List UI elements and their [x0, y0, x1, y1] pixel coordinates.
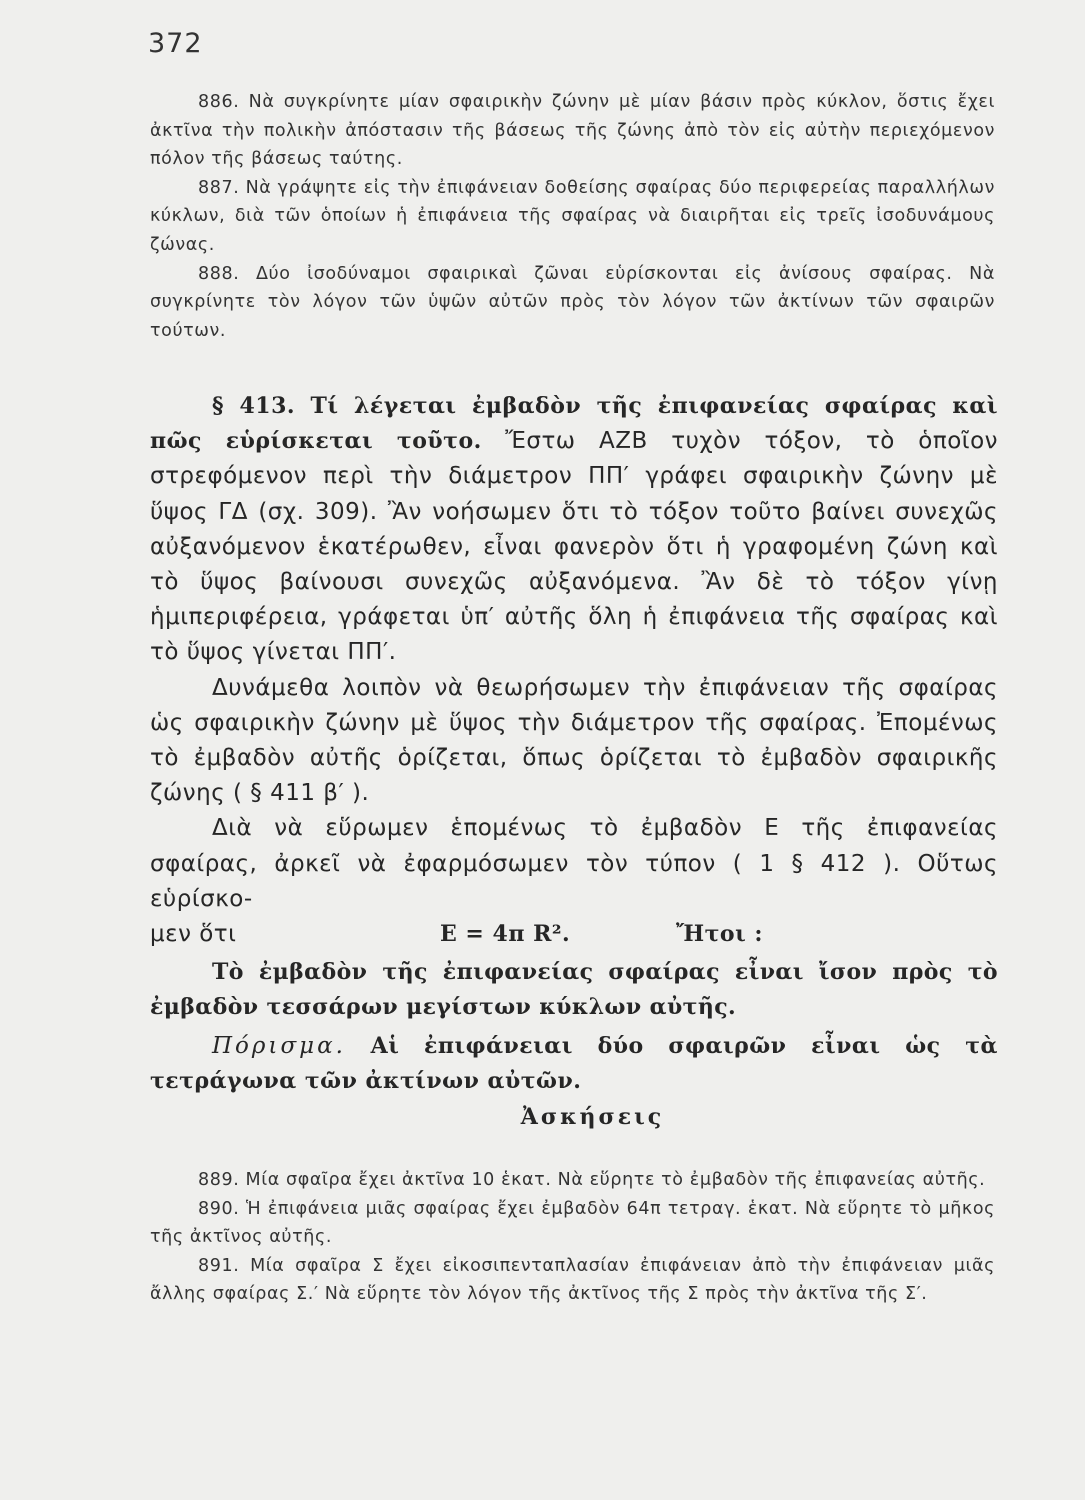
page-number: 372: [148, 28, 203, 59]
exercise-887: 887. Νὰ γράψητε εἰς τὴν ἐπιφάνειαν δοθείσης σφαίρας δύο περιφερείας παραλλήλων κύκλων, διὰ τῶν ὁποίων ἡ ἐπιφάνεια τῆς σφαίρας νὰ διαιρῆται εἰς τρεῖς ἰσοδυνάμους ζώνας.: [150, 177, 995, 255]
formula-tail: Ἤτοι :: [676, 921, 764, 948]
formula-lead: μεν ὅτι: [150, 921, 237, 948]
exercises-top: [150, 88, 995, 345]
section-paragraph-1: [150, 389, 998, 671]
exercise-888: 888. Δύο ἰσοδύναμοι σφαιρικαὶ ζῶναι εὑρίσκονται εἰς ἀνίσους σφαίρας. Νὰ συγκρίνητε τὸν λόγον τῶν ὑψῶν αὐτῶν πρὸς τὸν λόγον τῶν ἀκτίνων τῶν σφαιρῶν τούτων.: [150, 263, 995, 341]
formula-row: [150, 917, 998, 952]
theorem-statement: Τὸ ἐμβαδὸν τῆς ἐπιφανείας σφαίρας εἶναι ἴσον πρὸς τὸ ἐμβαδὸν τεσσάρων μεγίστων κύκλων αὐτῆς.: [150, 959, 998, 1021]
corollary-label: Πόρισμα.: [212, 1032, 346, 1059]
section-paragraph-3: [150, 811, 998, 917]
exercises-heading: Ἀσκήσεις: [520, 1104, 665, 1130]
corollary: [150, 1029, 998, 1099]
section-paragraph-2: Δυνάμεθα λοιπὸν νὰ θεωρήσωμεν τὴν ἐπιφάνειαν τῆς σφαίρας ὡς σφαιρικὴν ζώνην μὲ ὕψος τὴν διάμετρον τῆς σφαίρας. Ἐπομένως τὸ ἐμβαδὸν αὐτῆς ὁρίζεται, ὅπως ὁρίζεται τὸ ἐμβαδὸν σφαιρικῆς ζώνης ( § 411 β′ ).: [150, 674, 998, 807]
section-heading: § 413. Τί λέγεται ἐμβαδὸν τῆς ἐπιφανείας σφαίρας καὶ πῶς εὑρίσκεται τοῦτο.: [150, 393, 998, 455]
corollary-text: Αἱ ἐπιφάνειαι δύο σφαιρῶν εἶναι ὡς τὰ τετράγωνα τῶν ἀκτίνων αὐτῶν.: [150, 1032, 998, 1094]
exercise-889: 889. Μία σφαῖρα ἔχει ἀκτῖνα 10 ἑκατ. Νὰ εὕρητε τὸ ἐμβαδὸν τῆς ἐπιφανείας αὐτῆς.: [198, 1170, 986, 1190]
paragraph-1-text: Ἔστω ΑΖΒ τυχὸν τόξον, τὸ ὁποῖον στρεφόμενον περὶ τὴν διάμετρον ΠΠ′ γράφει σφαιρικὴν ζώνην μὲ ὕψος ΓΔ (σχ. 309). Ἂν νοήσωμεν ὅτι τὸ τόξον τοῦτο βαίνει συνεχῶς αὐξανόμενον ἑκατέρωθεν, εἶναι φανερὸν ὅτι ἡ γραφομένη ζώνη καὶ τὸ ὕψος βαίνουσι συνεχῶς αὐξανόμενα. Ἂν δὲ τὸ τόξον γίνῃ ἡμιπεριφέρεια, γράφεται ὑπ′ αὐτῆς ὅλη ἡ ἐπιφάνεια τῆς σφαίρας καὶ τὸ ὕψος γίνεται ΠΠ′.: [150, 428, 998, 666]
exercise-886: 886. Νὰ συγκρίνητε μίαν σφαιρικὴν ζώνην μὲ μίαν βάσιν πρὸς κύκλον, ὅστις ἔχει ἀκτῖνα τὴν πολικὴν ἀπόστασιν τῆς βάσεως τῆς ζώνης ἀπὸ τὸν εἰς αὐτὴν περιεχόμενον πόλον τῆς βάσεως ταύτης.: [150, 92, 995, 170]
paragraph-3-text: Διὰ νὰ εὕρωμεν ἑπομένως τὸ ἐμβαδὸν Ε τῆς ἐπιφανείας σφαίρας, ἀρκεῖ νὰ ἐφαρμόσωμεν τὸν τύπον ( 1 § 412 ). Οὕτως εὑρίσκο-: [150, 815, 998, 912]
exercise-891: 891. Μία σφαῖρα Σ ἔχει εἰκοσιπενταπλασίαν ἐπιφάνειαν ἀπὸ τὴν ἐπιφάνειαν μιᾶς ἄλλης σφαίρας Σ.′ Νὰ εὕρητε τὸν λόγον τῆς ἀκτῖνος τῆς Σ πρὸς τὴν ἀκτῖνα τῆς Σ′.: [150, 1255, 995, 1305]
exercises-bottom: [150, 1166, 995, 1309]
exercise-890: 890. Ἡ ἐπιφάνεια μιᾶς σφαίρας ἔχει ἐμβαδὸν 64π τετραγ. ἑκατ. Νὰ εὕρητε τὸ μῆκος τῆς ἀκτῖνος αὐτῆς.: [150, 1198, 995, 1248]
section-413: [150, 389, 998, 1099]
surface-area-formula: Ε = 4π R².: [440, 921, 571, 948]
